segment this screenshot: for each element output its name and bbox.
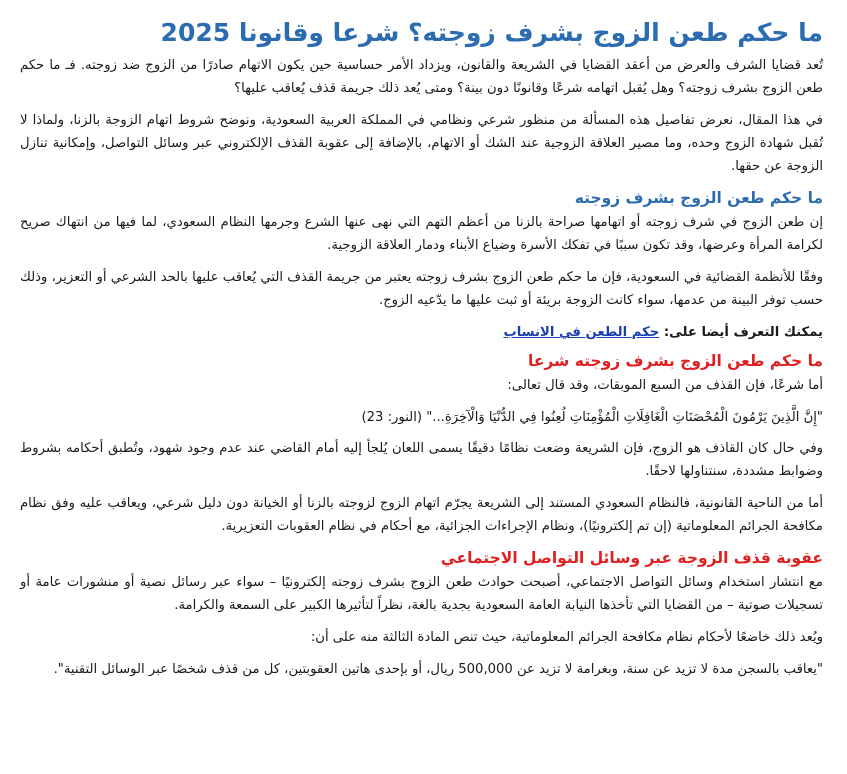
intro-paragraph-1: تُعد قضايا الشرف والعرض من أعقد القضايا في الشريعة والقانون، ويزداد الأمر حساسية حين يكون الاتهام صادرًا من الزوج ضد زوجته. فـ ما حكم طعن الزوج بشرف زوجته؟ وهل يُقبل اتهامه شرعًا وقانونًا دون بينة؟ ومتى يُعد ذلك جريمة قذف يُعاقب عليها؟: [20, 58, 823, 96]
section-heading-sharia: ما حكم طعن الزوج بشرف زوجته شرعا: [528, 352, 823, 370]
article-title: ما حكم طعن الزوج بشرف زوجته؟ شرعا وقانونا 2025: [160, 18, 823, 47]
related-link-line: [20, 321, 823, 344]
intro-paragraph-2: في هذا المقال، نعرض تفاصيل هذه المسألة من منظور شرعي ونظامي في المملكة العربية السعودية، ونوضح شروط اتهام الزوجة بالزنا، ولماذا لا تُقبل شهادة الزوج وحده، وما مصير العلاقة الزوجية عند الشك أو الاتهام، بالإضافة إلى عقوبة القذف الإلكتروني عبر وسائل التواصل، وإمكانية تنازل الزوجة عن حقها.: [20, 113, 823, 174]
section2-paragraph-1: أما شرعًا، فإن القذف من السبع الموبقات، وقد قال تعالى:: [507, 378, 823, 393]
section3-paragraph-3: "يعاقب بالسجن مدة لا تزيد عن سنة، وبغرامة لا تزيد عن 500,000 ريال، أو بإحدى هاتين العقوبتين، كل من قذف شخصًا عبر الوسائل التقنية".: [53, 662, 823, 677]
section-heading-ruling: ما حكم طعن الزوج بشرف زوجته: [574, 189, 823, 207]
related-article-link[interactable]: حكم الطعن في الانساب: [503, 325, 660, 340]
related-label: يمكنك التعرف أيضا على:: [663, 325, 823, 340]
quran-quote: "إِنَّ الَّذِينَ يَرْمُونَ الْمُحْصَنَاتِ الْغَافِلَاتِ الْمُؤْمِنَاتِ لُعِنُوا فِي الدُّنْيَا وَالْآخِرَةِ..." (النور: 23): [361, 410, 823, 425]
section1-paragraph-1: إن طعن الزوج في شرف زوجته أو اتهامها صراحة بالزنا من أعظم التهم التي نهى عنها الشرع وجرمها النظام السعودي، لما فيها من انتهاك صريح لكرامة المرأة وعرضها، وقد تكون سببًا في تفكك الأسرة وضياع الأبناء ودمار العلاقة الزوجية.: [20, 215, 823, 253]
section2-paragraph-3: أما من الناحية القانونية، فالنظام السعودي المستند إلى الشريعة يجرّم اتهام الزوج لزوجته بالزنا أو الخيانة دون دليل شرعي، ويعاقب عليه وفق نظام مكافحة الجرائم المعلوماتية (إن تم إلكترونيًا)، ونظام الإجراءات الجزائية، مع أحكام في نظام العقوبات التعزيرية.: [20, 496, 823, 534]
section3-paragraph-2: ويُعد ذلك خاضعًا لأحكام نظام مكافحة الجرائم المعلوماتية، حيث تنص المادة الثالثة منه على أن:: [310, 630, 823, 645]
section-heading-social-media: عقوبة قذف الزوجة عبر وسائل التواصل الاجتماعي: [440, 549, 823, 567]
section1-paragraph-2: وفقًا للأنظمة القضائية في السعودية، فإن ما حكم طعن الزوج بشرف زوجته يعتبر من جريمة القذف التي يُعاقب عليها بالحد الشرعي أو التعزير، وذلك حسب توفر البينة من عدمها، سواء كانت الزوجة بريئة أو ثبت عليها ما يدّعيه الزوج.: [20, 270, 823, 308]
section3-paragraph-1: مع انتشار استخدام وسائل التواصل الاجتماعي، أصبحت حوادث طعن الزوج بشرف زوجته إلكترونيًا – سواء عبر رسائل نصية أو منشورات عامة أو تسجيلات صوتية – من القضايا التي تأخذها النيابة العامة السعودية بجدية بالغة، نظراً لتأثيرها الكبير على السمعة والكرامة.: [20, 575, 823, 613]
section2-paragraph-2: وفي حال كان القاذف هو الزوج، فإن الشريعة وضعت نظامًا دقيقًا يسمى اللعان يُلجأ إليه أمام القاضي عند عدم وجود شهود، وتُطبق أحكامه بشروط وضوابط مشددة، سنتناولها لاحقًا.: [20, 441, 823, 479]
